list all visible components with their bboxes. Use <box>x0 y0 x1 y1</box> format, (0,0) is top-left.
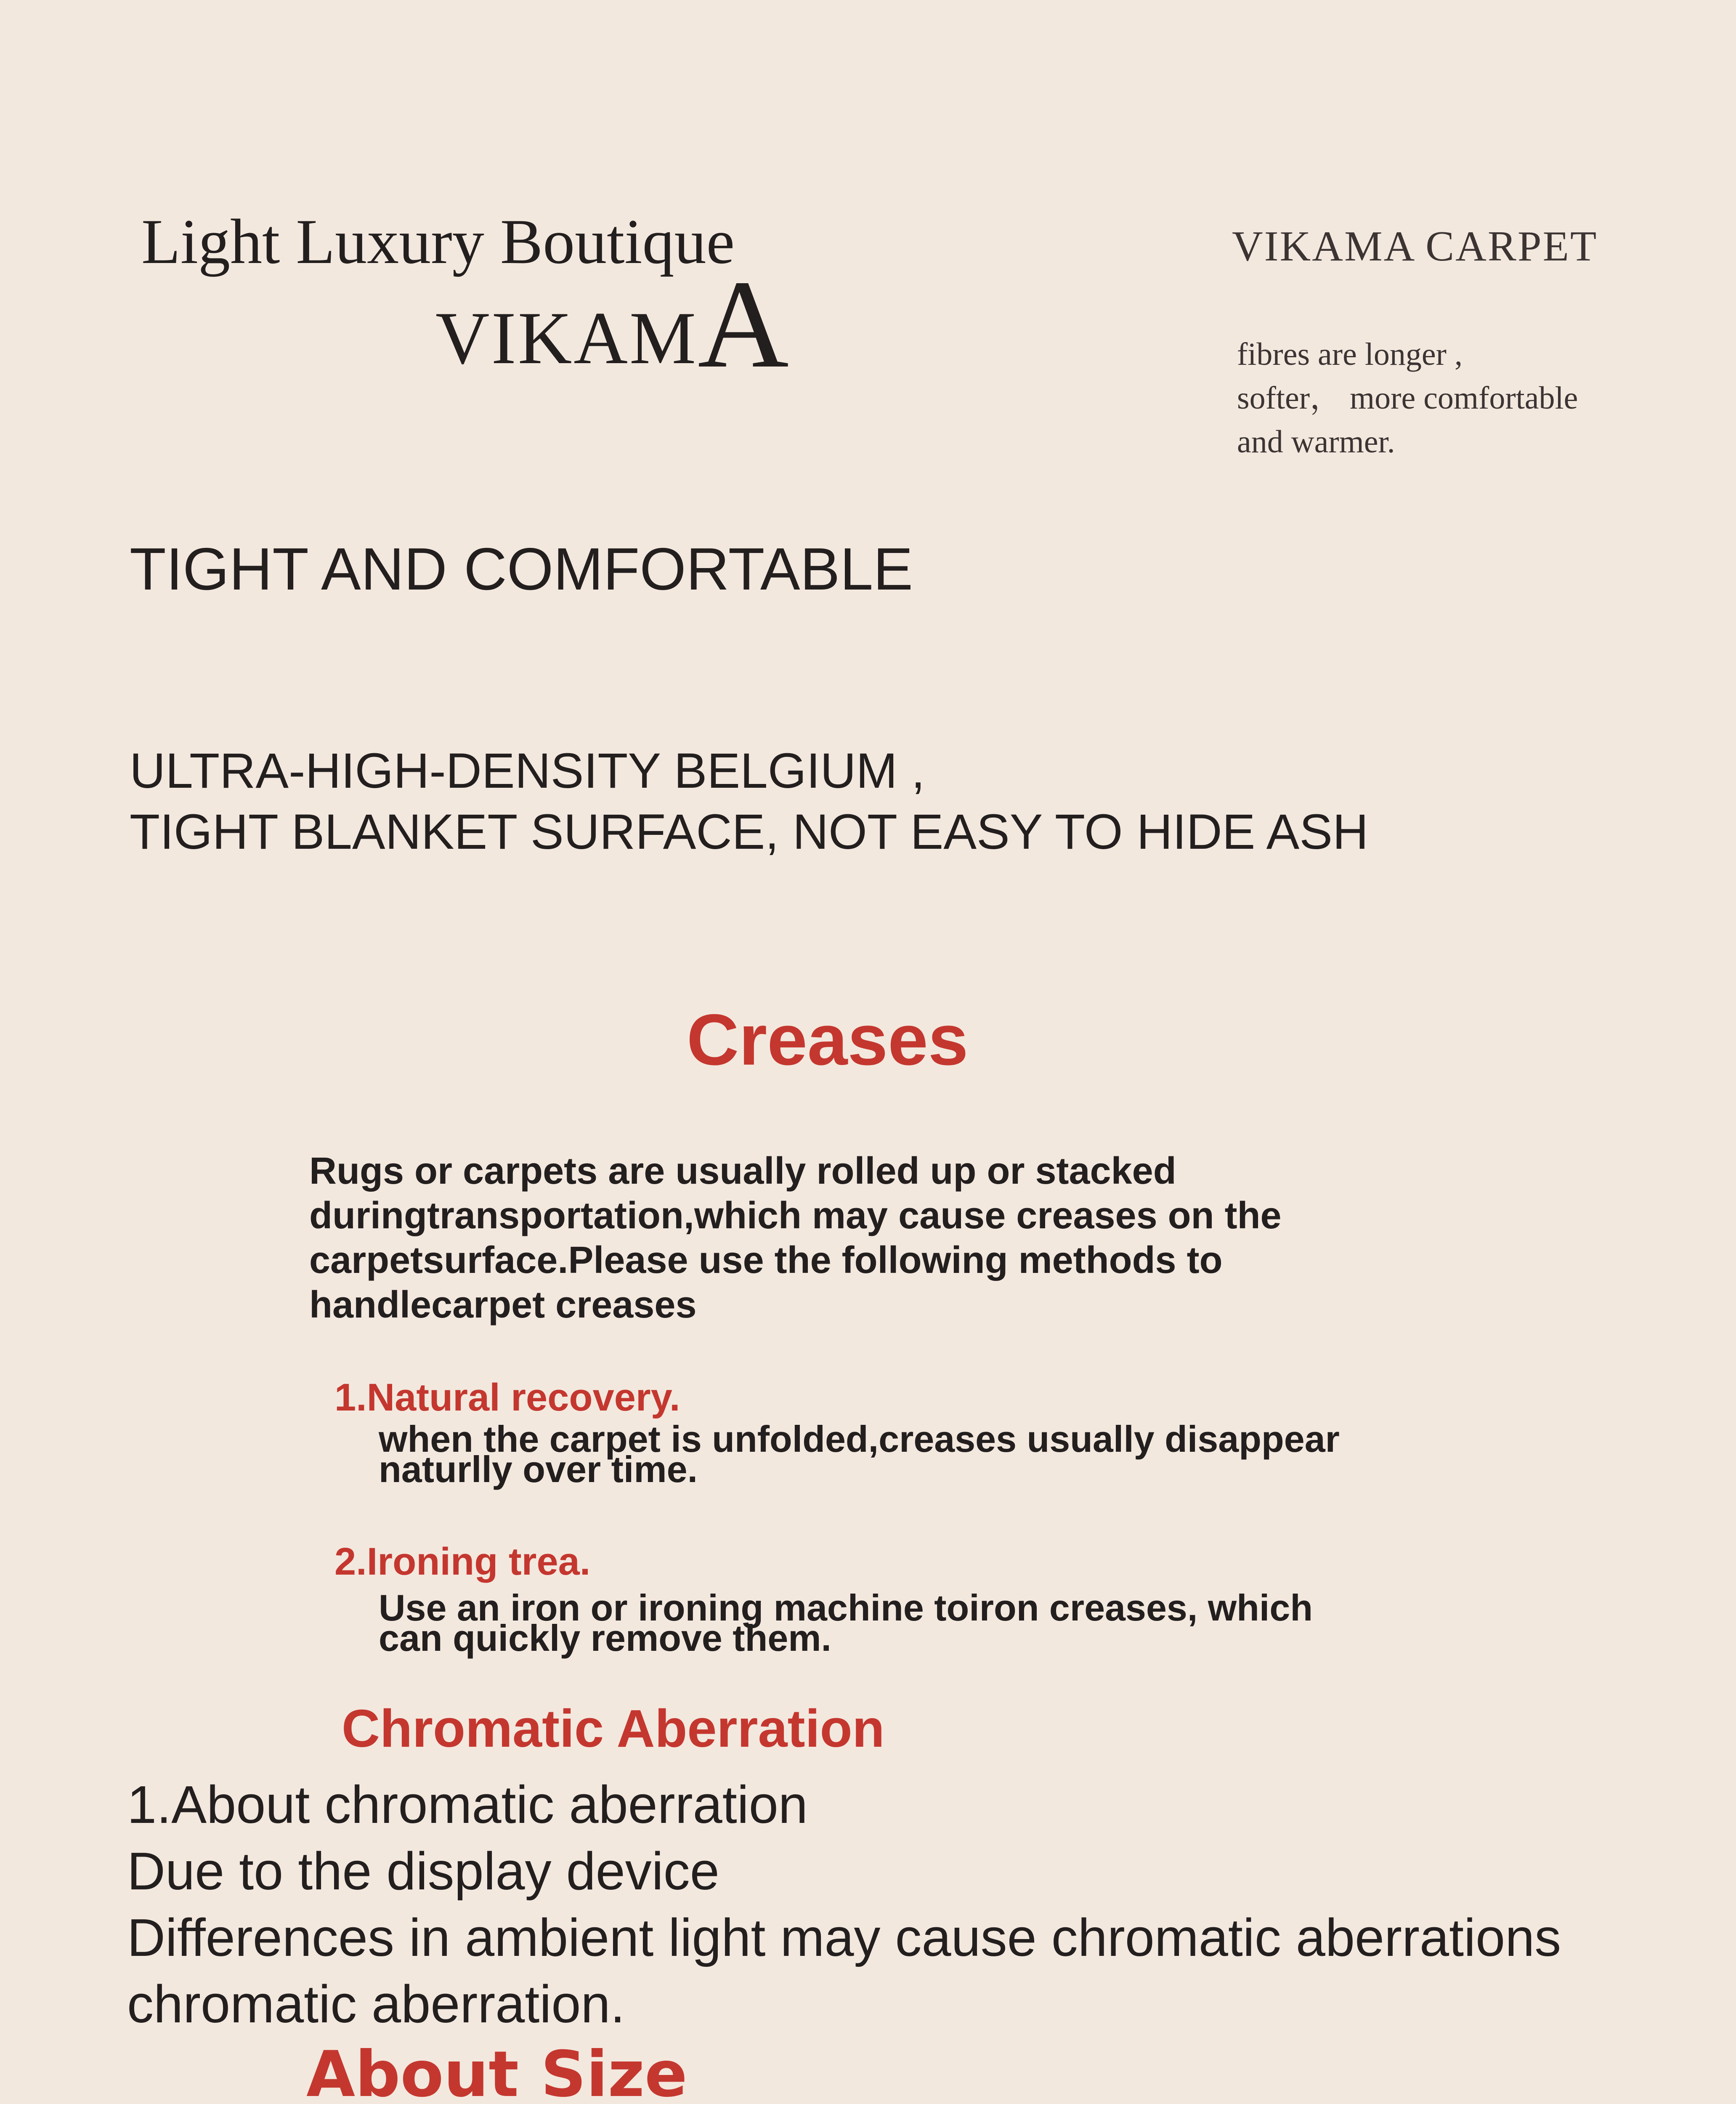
chromatic-aberration-line: chromatic aberration. <box>127 1974 625 2034</box>
chromatic-aberration-line: Differences in ambient light may cause chromatic aberrations <box>127 1908 1561 1967</box>
side-panel-line: softer， more comfortable <box>1237 380 1578 416</box>
brand-name-prefix: VIKAM <box>435 296 698 380</box>
method-2-title: 2.Ironing trea. <box>334 1540 591 1583</box>
side-panel-line: fibres are longer , <box>1237 337 1463 372</box>
side-panel-line: and warmer. <box>1237 424 1395 460</box>
creases-intro-line: duringtransportation,which may cause creases on the <box>309 1195 1282 1237</box>
method-1-line: naturlly over time. <box>379 1448 698 1490</box>
creases-title: Creases <box>687 999 969 1080</box>
method-1-text <box>379 1418 1340 1490</box>
side-panel-description <box>1237 332 1578 464</box>
chromatic-aberration-line: Due to the display device <box>127 1841 719 1901</box>
side-panel-title: VIKAMA CARPET <box>1232 223 1598 270</box>
method-1-line: when the carpet is unfolded,creases usually disappear <box>379 1418 1340 1460</box>
creases-intro-line: handlecarpet creases <box>309 1284 697 1326</box>
chromatic-aberration-text <box>127 1772 1561 2038</box>
subheadline-line: ULTRA-HIGH-DENSITY BELGIUM , <box>130 743 925 799</box>
chromatic-aberration-title: Chromatic Aberration <box>342 1699 885 1758</box>
creases-intro <box>309 1149 1282 1327</box>
subheadline <box>130 741 1368 863</box>
brand-tagline: Light Luxury Boutique <box>141 206 735 277</box>
about-size-title: About Size <box>306 2038 687 2104</box>
method-2-text <box>379 1587 1313 1659</box>
chromatic-aberration-line: 1.About chromatic aberration <box>127 1775 808 1834</box>
brand-name-suffix: A <box>698 254 791 394</box>
creases-intro-line: Rugs or carpets are usually rolled up or stacked <box>309 1150 1176 1192</box>
method-2-line: can quickly remove them. <box>379 1617 831 1659</box>
method-2-line: Use an iron or ironing machine toiron creases, which <box>379 1587 1313 1628</box>
subheadline-line: TIGHT BLANKET SURFACE, NOT EASY TO HIDE ASH <box>130 804 1369 860</box>
page-headline: TIGHT AND COMFORTABLE <box>130 536 913 603</box>
brand-logo <box>435 254 791 394</box>
creases-intro-line: carpetsurface.Please use the following methods to <box>309 1239 1223 1281</box>
method-1-title: 1.Natural recovery. <box>334 1376 680 1419</box>
